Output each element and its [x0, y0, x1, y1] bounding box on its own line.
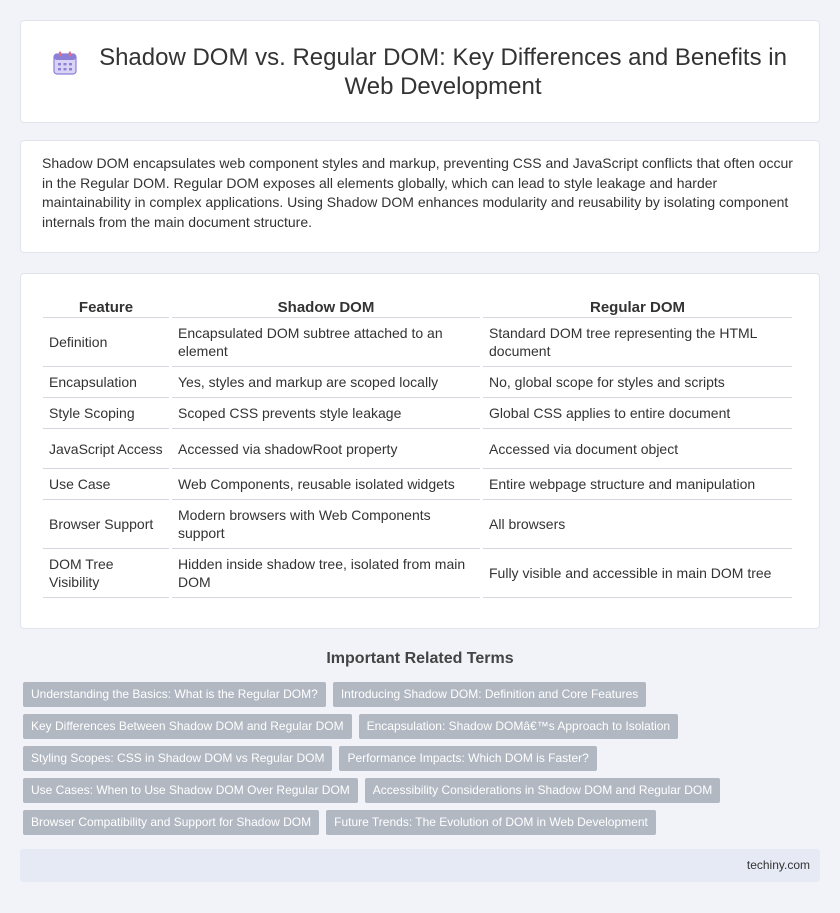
table-row	[43, 367, 792, 398]
cell-shadow-dom: Scoped CSS prevents style leakage	[172, 398, 480, 429]
table-row	[43, 398, 792, 429]
cell-shadow-dom: Accessed via shadowRoot property	[172, 429, 480, 469]
related-term-tag[interactable]: Browser Compatibility and Support for Shadow DOM	[23, 810, 319, 835]
cell-regular-dom: Standard DOM tree representing the HTML document	[483, 318, 792, 367]
cell-regular-dom: No, global scope for styles and scripts	[483, 367, 792, 398]
cell-regular-dom: All browsers	[483, 500, 792, 549]
table-row	[43, 318, 792, 367]
header-feature: Feature	[43, 296, 169, 318]
header-shadow-dom: Shadow DOM	[172, 296, 480, 318]
cell-shadow-dom: Web Components, reusable isolated widgets	[172, 469, 480, 500]
cell-shadow-dom: Encapsulated DOM subtree attached to an element	[172, 318, 480, 367]
table-row	[43, 429, 792, 469]
title-card	[20, 20, 820, 123]
cell-shadow-dom: Hidden inside shadow tree, isolated from main DOM	[172, 549, 480, 598]
cell-shadow-dom: Modern browsers with Web Components support	[172, 500, 480, 549]
cell-feature: Browser Support	[43, 500, 169, 549]
cell-shadow-dom: Yes, styles and markup are scoped locally	[172, 367, 480, 398]
tag-row	[23, 778, 823, 803]
comparison-table	[40, 296, 795, 598]
comparison-table-card	[20, 273, 820, 629]
cell-regular-dom: Fully visible and accessible in main DOM tree	[483, 549, 792, 598]
page-title: Shadow DOM vs. Regular DOM: Key Differences and Benefits in Web Development	[99, 43, 787, 100]
cell-feature: Definition	[43, 318, 169, 367]
calendar-icon	[52, 50, 78, 76]
related-term-tag[interactable]: Encapsulation: Shadow DOMâ€™s Approach to Isolation	[359, 714, 679, 739]
cell-regular-dom: Global CSS applies to entire document	[483, 398, 792, 429]
intro-text: Shadow DOM encapsulates web component styles and markup, preventing CSS and JavaScript conflicts that often occur in the Regular DOM. Regular DOM exposes all elements globally, which can lead to style leakage and harder maintainability in complex applications. Using Shadow DOM enhances modularity and reusability by isolating component internals from the main document structure.	[42, 155, 793, 230]
tag-row	[23, 810, 823, 835]
table-row	[43, 500, 792, 549]
cell-feature: Use Case	[43, 469, 169, 500]
related-term-tag[interactable]: Introducing Shadow DOM: Definition and Core Features	[333, 682, 647, 707]
footer-brand[interactable]: techiny.com	[746, 858, 810, 872]
cell-feature: JavaScript Access	[43, 429, 169, 469]
cell-regular-dom: Accessed via document object	[483, 429, 792, 469]
cell-regular-dom: Entire webpage structure and manipulation	[483, 469, 792, 500]
related-term-tag[interactable]: Styling Scopes: CSS in Shadow DOM vs Regular DOM	[23, 746, 332, 771]
related-term-tag[interactable]: Use Cases: When to Use Shadow DOM Over Regular DOM	[23, 778, 358, 803]
related-term-tag[interactable]: Key Differences Between Shadow DOM and Regular DOM	[23, 714, 352, 739]
header-regular-dom: Regular DOM	[483, 296, 792, 318]
related-term-tag[interactable]: Understanding the Basics: What is the Regular DOM?	[23, 682, 326, 707]
related-term-tag[interactable]: Accessibility Considerations in Shadow DOM and Regular DOM	[365, 778, 720, 803]
related-terms-list	[23, 682, 823, 842]
intro-card	[20, 140, 820, 253]
tag-row	[23, 746, 823, 771]
related-terms-title: Important Related Terms	[326, 650, 514, 667]
cell-feature: Encapsulation	[43, 367, 169, 398]
related-term-tag[interactable]: Future Trends: The Evolution of DOM in Web Development	[326, 810, 656, 835]
cell-feature: DOM Tree Visibility	[43, 549, 169, 598]
tag-row	[23, 714, 823, 739]
tag-row	[23, 682, 823, 707]
title-wrap	[22, 43, 818, 101]
related-term-tag[interactable]: Performance Impacts: Which DOM is Faster?	[339, 746, 596, 771]
table-row	[43, 549, 792, 598]
table-header-row	[43, 296, 792, 318]
table-row	[43, 469, 792, 500]
footer	[20, 849, 820, 882]
cell-feature: Style Scoping	[43, 398, 169, 429]
